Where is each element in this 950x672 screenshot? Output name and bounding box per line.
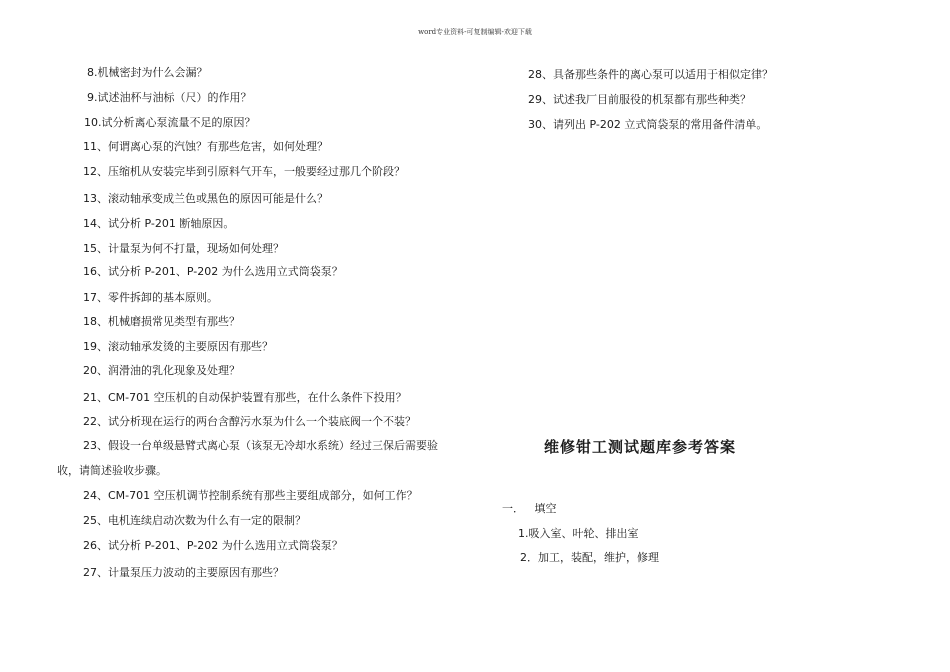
question-28: 28、具备那些条件的离心泵可以适用于相似定律？ — [528, 68, 773, 81]
question-12: 12、压缩机从安装完毕到引原料气开车，一般要经过那几个阶段？ — [83, 165, 405, 178]
answer-title: 维修钳工测试题库参考答案 — [544, 438, 737, 456]
page-header: word专业资料-可复制编辑-欢迎下载 — [418, 28, 532, 36]
question-17: 17、零件拆卸的基本原则。 — [83, 291, 218, 304]
question-8: 8.机械密封为什么会漏？ — [87, 66, 208, 79]
question-23: 23、假设一台单级悬臂式离心泵（该泵无冷却水系统）经过三保后需要验 — [83, 439, 438, 452]
question-25: 25、电机连续启动次数为什么有一定的限制？ — [83, 514, 306, 527]
question-23-continued: 收，请简述验收步骤。 — [57, 464, 167, 477]
question-18: 18、机械磨损常见类型有那些？ — [83, 315, 240, 328]
question-20: 20、润滑油的乳化现象及处理？ — [83, 364, 240, 377]
question-26: 26、试分析 P-201、P-202 为什么选用立式筒袋泵？ — [83, 539, 343, 552]
question-16: 16、试分析 P-201、P-202 为什么选用立式筒袋泵？ — [83, 265, 343, 278]
question-14: 14、试分析 P-201 断轴原因。 — [83, 217, 235, 230]
question-21: 21、CM-701 空压机的自动保护装置有那些，在什么条件下投用？ — [83, 391, 407, 404]
question-29: 29、试述我厂目前服役的机泵都有那些种类？ — [528, 93, 751, 106]
question-10: 10.试分析离心泵流量不足的原因？ — [84, 116, 256, 129]
question-19: 19、滚动轴承发烫的主要原因有那些？ — [83, 340, 273, 353]
question-15: 15、计量泵为何不打量，现场如何处理？ — [83, 242, 284, 255]
answer-1: 1.吸入室、叶轮、排出室 — [518, 527, 639, 540]
question-30: 30、请列出 P-202 立式筒袋泵的常用备件清单。 — [528, 118, 768, 131]
question-24: 24、CM-701 空压机调节控制系统有那些主要组成部分，如何工作？ — [83, 489, 418, 502]
question-27: 27、计量泵压力波动的主要原因有那些？ — [83, 566, 284, 579]
question-13: 13、滚动轴承变成兰色或黑色的原因可能是什么？ — [83, 192, 328, 205]
answer-2: 2．加工，装配，维护，修理 — [520, 551, 659, 564]
question-11: 11、何谓离心泵的汽蚀？有那些危害，如何处理？ — [83, 140, 328, 153]
section-heading: 一． 填空 — [502, 502, 557, 515]
question-22: 22、试分析现在运行的两台含醇污水泵为什么一个装底阀一个不装？ — [83, 415, 416, 428]
question-9: 9.试述油杯与油标（尺）的作用？ — [87, 91, 252, 104]
